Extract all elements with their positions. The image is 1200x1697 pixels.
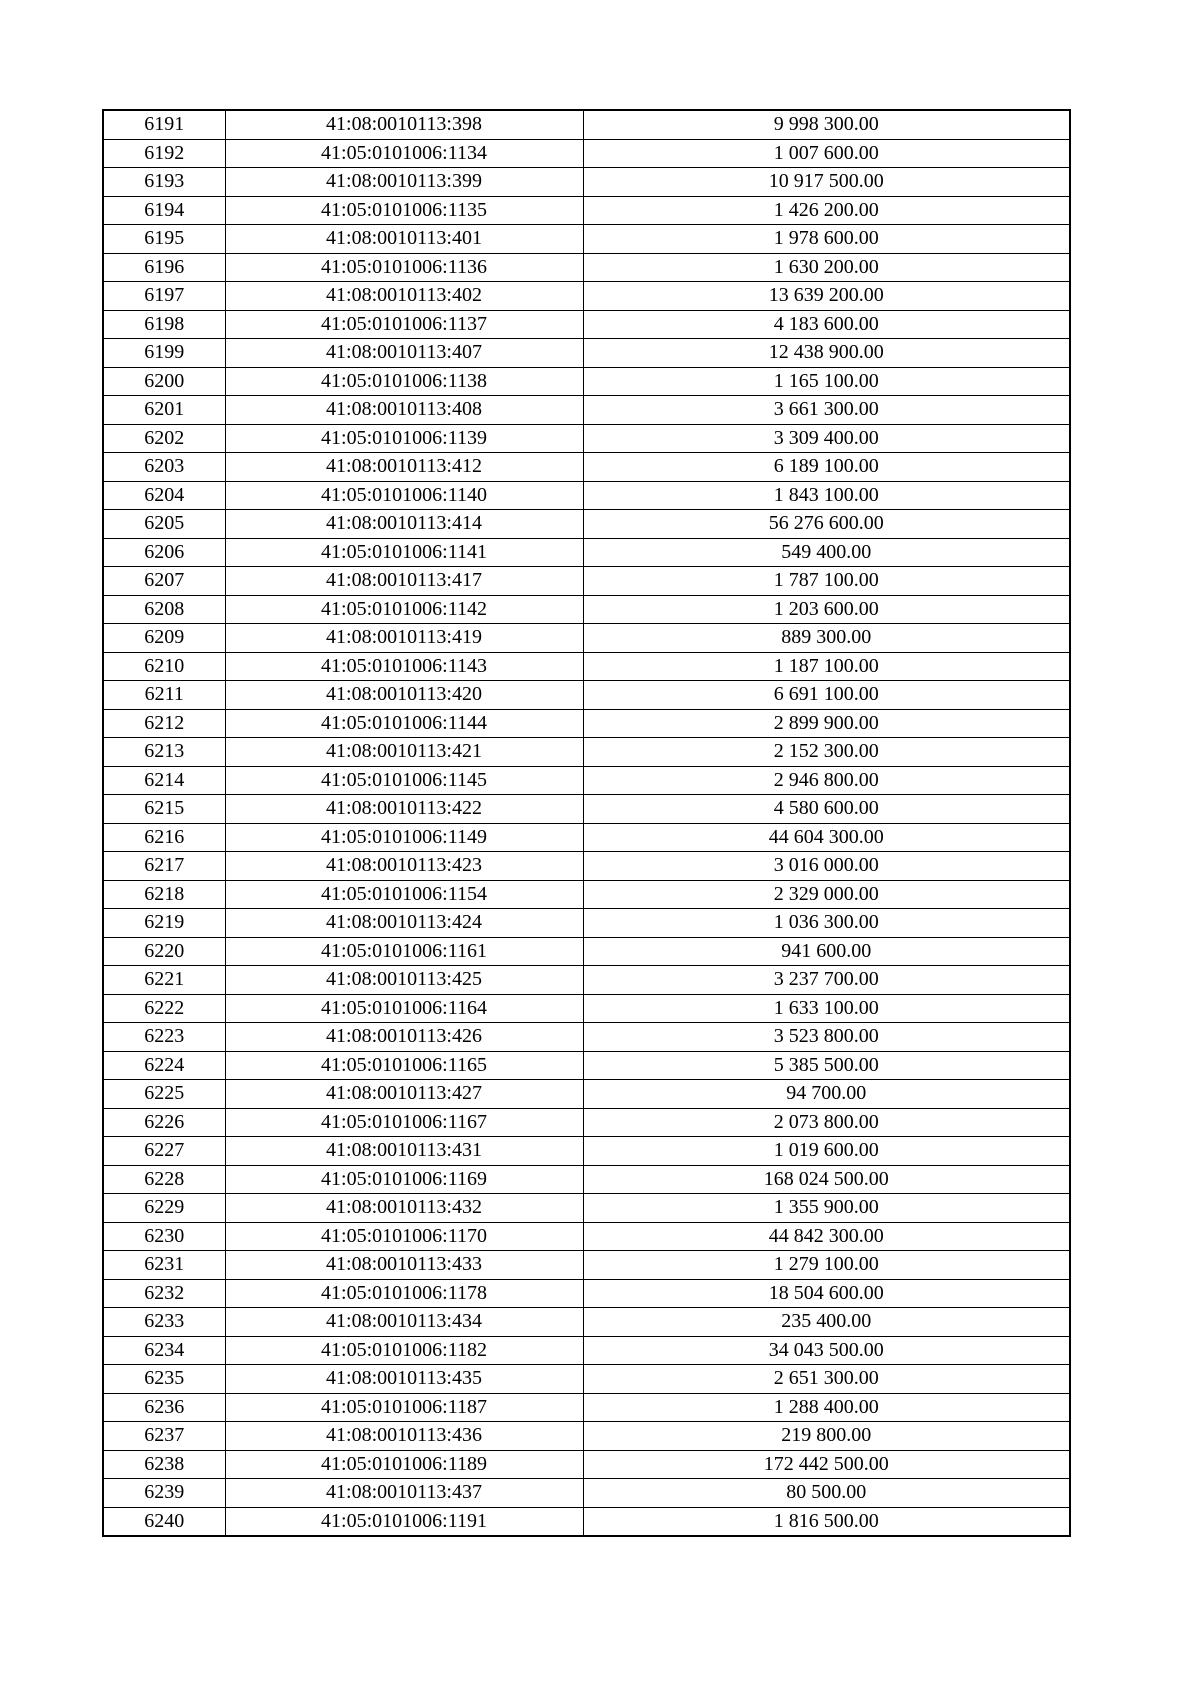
cadastral-number-cell: 41:05:0101006:1142 bbox=[225, 595, 583, 624]
table-row bbox=[103, 1507, 1070, 1536]
table-row bbox=[103, 624, 1070, 653]
table-row bbox=[103, 1422, 1070, 1451]
cadastral-number-cell: 41:05:0101006:1143 bbox=[225, 652, 583, 681]
row-number-cell: 6221 bbox=[103, 966, 225, 995]
cadastral-value-cell: 1 630 200.00 bbox=[583, 253, 1070, 282]
cadastral-value-cell: 2 329 000.00 bbox=[583, 880, 1070, 909]
cadastral-number-cell: 41:08:0010113:407 bbox=[225, 339, 583, 368]
cadastral-value-cell: 13 639 200.00 bbox=[583, 282, 1070, 311]
table-row bbox=[103, 310, 1070, 339]
cadastral-value-cell: 219 800.00 bbox=[583, 1422, 1070, 1451]
cadastral-number-cell: 41:08:0010113:402 bbox=[225, 282, 583, 311]
table-row bbox=[103, 652, 1070, 681]
cadastral-value-cell: 1 426 200.00 bbox=[583, 196, 1070, 225]
cadastral-value-cell: 4 183 600.00 bbox=[583, 310, 1070, 339]
cadastral-number-cell: 41:05:0101006:1167 bbox=[225, 1108, 583, 1137]
row-number-cell: 6222 bbox=[103, 994, 225, 1023]
cadastral-number-cell: 41:05:0101006:1164 bbox=[225, 994, 583, 1023]
cadastral-number-cell: 41:05:0101006:1139 bbox=[225, 424, 583, 453]
table-row bbox=[103, 1051, 1070, 1080]
cadastral-value-cell: 10 917 500.00 bbox=[583, 168, 1070, 197]
row-number-cell: 6196 bbox=[103, 253, 225, 282]
cadastral-value-cell: 1 165 100.00 bbox=[583, 367, 1070, 396]
cadastral-number-cell: 41:05:0101006:1165 bbox=[225, 1051, 583, 1080]
cadastral-number-cell: 41:08:0010113:434 bbox=[225, 1308, 583, 1337]
cadastral-value-cell: 4 580 600.00 bbox=[583, 795, 1070, 824]
row-number-cell: 6229 bbox=[103, 1194, 225, 1223]
cadastral-number-cell: 41:08:0010113:420 bbox=[225, 681, 583, 710]
cadastral-number-cell: 41:08:0010113:436 bbox=[225, 1422, 583, 1451]
cadastral-number-cell: 41:05:0101006:1182 bbox=[225, 1336, 583, 1365]
table-row bbox=[103, 1080, 1070, 1109]
cadastral-value-cell: 6 189 100.00 bbox=[583, 453, 1070, 482]
cadastral-value-cell: 56 276 600.00 bbox=[583, 510, 1070, 539]
cadastral-number-cell: 41:08:0010113:427 bbox=[225, 1080, 583, 1109]
cadastral-value-cell: 44 842 300.00 bbox=[583, 1222, 1070, 1251]
cadastral-value-cell: 1 355 900.00 bbox=[583, 1194, 1070, 1223]
cadastral-value-cell: 2 651 300.00 bbox=[583, 1365, 1070, 1394]
cadastral-number-cell: 41:08:0010113:414 bbox=[225, 510, 583, 539]
table-row bbox=[103, 595, 1070, 624]
table-row bbox=[103, 538, 1070, 567]
row-number-cell: 6240 bbox=[103, 1507, 225, 1536]
cadastral-number-cell: 41:08:0010113:399 bbox=[225, 168, 583, 197]
table-row bbox=[103, 453, 1070, 482]
cadastral-value-cell: 1 633 100.00 bbox=[583, 994, 1070, 1023]
row-number-cell: 6230 bbox=[103, 1222, 225, 1251]
row-number-cell: 6238 bbox=[103, 1450, 225, 1479]
cadastral-number-cell: 41:05:0101006:1149 bbox=[225, 823, 583, 852]
cadastral-number-cell: 41:08:0010113:432 bbox=[225, 1194, 583, 1223]
table-row bbox=[103, 1108, 1070, 1137]
row-number-cell: 6203 bbox=[103, 453, 225, 482]
cadastral-number-cell: 41:08:0010113:398 bbox=[225, 110, 583, 139]
cadastral-number-cell: 41:08:0010113:422 bbox=[225, 795, 583, 824]
table-row bbox=[103, 795, 1070, 824]
table-row bbox=[103, 823, 1070, 852]
cadastral-number-cell: 41:05:0101006:1169 bbox=[225, 1165, 583, 1194]
cadastral-value-cell: 1 978 600.00 bbox=[583, 225, 1070, 254]
cadastral-value-cell: 1 187 100.00 bbox=[583, 652, 1070, 681]
cadastral-value-cell: 1 036 300.00 bbox=[583, 909, 1070, 938]
cadastral-value-cell: 3 661 300.00 bbox=[583, 396, 1070, 425]
table-row bbox=[103, 1393, 1070, 1422]
cadastral-value-cell: 168 024 500.00 bbox=[583, 1165, 1070, 1194]
row-number-cell: 6198 bbox=[103, 310, 225, 339]
table-row bbox=[103, 1165, 1070, 1194]
row-number-cell: 6237 bbox=[103, 1422, 225, 1451]
cadastral-value-cell: 1 816 500.00 bbox=[583, 1507, 1070, 1536]
cadastral-number-cell: 41:05:0101006:1144 bbox=[225, 709, 583, 738]
table-row bbox=[103, 909, 1070, 938]
row-number-cell: 6209 bbox=[103, 624, 225, 653]
row-number-cell: 6210 bbox=[103, 652, 225, 681]
cadastral-value-cell: 18 504 600.00 bbox=[583, 1279, 1070, 1308]
cadastral-value-cell: 941 600.00 bbox=[583, 937, 1070, 966]
table-row bbox=[103, 966, 1070, 995]
table-row bbox=[103, 1023, 1070, 1052]
cadastral-value-cell: 80 500.00 bbox=[583, 1479, 1070, 1508]
row-number-cell: 6220 bbox=[103, 937, 225, 966]
table-row bbox=[103, 1137, 1070, 1166]
cadastral-number-cell: 41:08:0010113:423 bbox=[225, 852, 583, 881]
row-number-cell: 6234 bbox=[103, 1336, 225, 1365]
row-number-cell: 6235 bbox=[103, 1365, 225, 1394]
row-number-cell: 6211 bbox=[103, 681, 225, 710]
table-row bbox=[103, 1450, 1070, 1479]
table-row bbox=[103, 766, 1070, 795]
table-row bbox=[103, 567, 1070, 596]
cadastral-value-cell: 1 203 600.00 bbox=[583, 595, 1070, 624]
cadastral-number-cell: 41:05:0101006:1154 bbox=[225, 880, 583, 909]
table-row bbox=[103, 1336, 1070, 1365]
row-number-cell: 6217 bbox=[103, 852, 225, 881]
row-number-cell: 6224 bbox=[103, 1051, 225, 1080]
table-row bbox=[103, 481, 1070, 510]
cadastral-value-table bbox=[102, 109, 1071, 1537]
row-number-cell: 6199 bbox=[103, 339, 225, 368]
row-number-cell: 6219 bbox=[103, 909, 225, 938]
cadastral-number-cell: 41:05:0101006:1140 bbox=[225, 481, 583, 510]
cadastral-value-cell: 549 400.00 bbox=[583, 538, 1070, 567]
cadastral-number-cell: 41:05:0101006:1136 bbox=[225, 253, 583, 282]
row-number-cell: 6204 bbox=[103, 481, 225, 510]
cadastral-number-cell: 41:05:0101006:1135 bbox=[225, 196, 583, 225]
cadastral-number-cell: 41:08:0010113:424 bbox=[225, 909, 583, 938]
cadastral-value-cell: 9 998 300.00 bbox=[583, 110, 1070, 139]
table-row bbox=[103, 1251, 1070, 1280]
cadastral-number-cell: 41:08:0010113:437 bbox=[225, 1479, 583, 1508]
cadastral-value-cell: 5 385 500.00 bbox=[583, 1051, 1070, 1080]
row-number-cell: 6226 bbox=[103, 1108, 225, 1137]
row-number-cell: 6207 bbox=[103, 567, 225, 596]
row-number-cell: 6225 bbox=[103, 1080, 225, 1109]
row-number-cell: 6201 bbox=[103, 396, 225, 425]
table-row bbox=[103, 1279, 1070, 1308]
cadastral-number-cell: 41:05:0101006:1170 bbox=[225, 1222, 583, 1251]
cadastral-number-cell: 41:05:0101006:1137 bbox=[225, 310, 583, 339]
table-row bbox=[103, 1308, 1070, 1337]
row-number-cell: 6223 bbox=[103, 1023, 225, 1052]
cadastral-value-cell: 3 016 000.00 bbox=[583, 852, 1070, 881]
table-row bbox=[103, 282, 1070, 311]
cadastral-value-cell: 94 700.00 bbox=[583, 1080, 1070, 1109]
table-row bbox=[103, 396, 1070, 425]
cadastral-value-cell: 3 523 800.00 bbox=[583, 1023, 1070, 1052]
row-number-cell: 6193 bbox=[103, 168, 225, 197]
table-row bbox=[103, 709, 1070, 738]
cadastral-number-cell: 41:08:0010113:401 bbox=[225, 225, 583, 254]
cadastral-value-cell: 172 442 500.00 bbox=[583, 1450, 1070, 1479]
cadastral-value-cell: 2 073 800.00 bbox=[583, 1108, 1070, 1137]
row-number-cell: 6195 bbox=[103, 225, 225, 254]
cadastral-number-cell: 41:08:0010113:431 bbox=[225, 1137, 583, 1166]
row-number-cell: 6197 bbox=[103, 282, 225, 311]
cadastral-value-cell: 1 288 400.00 bbox=[583, 1393, 1070, 1422]
table-row bbox=[103, 168, 1070, 197]
cadastral-number-cell: 41:05:0101006:1187 bbox=[225, 1393, 583, 1422]
table-row bbox=[103, 1194, 1070, 1223]
row-number-cell: 6232 bbox=[103, 1279, 225, 1308]
table-row bbox=[103, 253, 1070, 282]
cadastral-value-cell: 1 019 600.00 bbox=[583, 1137, 1070, 1166]
cadastral-value-cell: 3 237 700.00 bbox=[583, 966, 1070, 995]
row-number-cell: 6205 bbox=[103, 510, 225, 539]
table-row bbox=[103, 110, 1070, 139]
row-number-cell: 6216 bbox=[103, 823, 225, 852]
table-body bbox=[103, 110, 1070, 1536]
cadastral-value-cell: 1 279 100.00 bbox=[583, 1251, 1070, 1280]
table-row bbox=[103, 852, 1070, 881]
cadastral-value-cell: 34 043 500.00 bbox=[583, 1336, 1070, 1365]
table-row bbox=[103, 1479, 1070, 1508]
cadastral-number-cell: 41:08:0010113:435 bbox=[225, 1365, 583, 1394]
row-number-cell: 6206 bbox=[103, 538, 225, 567]
row-number-cell: 6192 bbox=[103, 139, 225, 168]
table-row bbox=[103, 880, 1070, 909]
table-row bbox=[103, 339, 1070, 368]
cadastral-value-cell: 6 691 100.00 bbox=[583, 681, 1070, 710]
cadastral-number-cell: 41:08:0010113:419 bbox=[225, 624, 583, 653]
table-row bbox=[103, 225, 1070, 254]
cadastral-number-cell: 41:05:0101006:1189 bbox=[225, 1450, 583, 1479]
row-number-cell: 6212 bbox=[103, 709, 225, 738]
row-number-cell: 6231 bbox=[103, 1251, 225, 1280]
table-row bbox=[103, 424, 1070, 453]
cadastral-value-cell: 235 400.00 bbox=[583, 1308, 1070, 1337]
row-number-cell: 6208 bbox=[103, 595, 225, 624]
table-row bbox=[103, 510, 1070, 539]
cadastral-value-cell: 2 899 900.00 bbox=[583, 709, 1070, 738]
table-row bbox=[103, 1365, 1070, 1394]
cadastral-number-cell: 41:05:0101006:1161 bbox=[225, 937, 583, 966]
cadastral-number-cell: 41:08:0010113:426 bbox=[225, 1023, 583, 1052]
row-number-cell: 6227 bbox=[103, 1137, 225, 1166]
row-number-cell: 6191 bbox=[103, 110, 225, 139]
cadastral-number-cell: 41:05:0101006:1178 bbox=[225, 1279, 583, 1308]
row-number-cell: 6233 bbox=[103, 1308, 225, 1337]
row-number-cell: 6215 bbox=[103, 795, 225, 824]
table-row bbox=[103, 994, 1070, 1023]
cadastral-value-cell: 889 300.00 bbox=[583, 624, 1070, 653]
row-number-cell: 6214 bbox=[103, 766, 225, 795]
table-row bbox=[103, 681, 1070, 710]
cadastral-number-cell: 41:08:0010113:412 bbox=[225, 453, 583, 482]
cadastral-value-cell: 44 604 300.00 bbox=[583, 823, 1070, 852]
cadastral-value-cell: 2 946 800.00 bbox=[583, 766, 1070, 795]
table-row bbox=[103, 139, 1070, 168]
row-number-cell: 6194 bbox=[103, 196, 225, 225]
cadastral-number-cell: 41:05:0101006:1141 bbox=[225, 538, 583, 567]
table-row bbox=[103, 367, 1070, 396]
cadastral-number-cell: 41:08:0010113:421 bbox=[225, 738, 583, 767]
row-number-cell: 6239 bbox=[103, 1479, 225, 1508]
cadastral-number-cell: 41:05:0101006:1134 bbox=[225, 139, 583, 168]
cadastral-value-cell: 1 843 100.00 bbox=[583, 481, 1070, 510]
cadastral-number-cell: 41:05:0101006:1145 bbox=[225, 766, 583, 795]
table-row bbox=[103, 1222, 1070, 1251]
cadastral-value-cell: 1 787 100.00 bbox=[583, 567, 1070, 596]
cadastral-number-cell: 41:05:0101006:1191 bbox=[225, 1507, 583, 1536]
row-number-cell: 6202 bbox=[103, 424, 225, 453]
cadastral-number-cell: 41:08:0010113:433 bbox=[225, 1251, 583, 1280]
cadastral-value-cell: 1 007 600.00 bbox=[583, 139, 1070, 168]
cadastral-number-cell: 41:08:0010113:425 bbox=[225, 966, 583, 995]
row-number-cell: 6200 bbox=[103, 367, 225, 396]
row-number-cell: 6236 bbox=[103, 1393, 225, 1422]
cadastral-value-cell: 3 309 400.00 bbox=[583, 424, 1070, 453]
table-row bbox=[103, 196, 1070, 225]
row-number-cell: 6213 bbox=[103, 738, 225, 767]
cadastral-number-cell: 41:05:0101006:1138 bbox=[225, 367, 583, 396]
row-number-cell: 6228 bbox=[103, 1165, 225, 1194]
table-row bbox=[103, 937, 1070, 966]
row-number-cell: 6218 bbox=[103, 880, 225, 909]
cadastral-number-cell: 41:08:0010113:417 bbox=[225, 567, 583, 596]
cadastral-number-cell: 41:08:0010113:408 bbox=[225, 396, 583, 425]
table-row bbox=[103, 738, 1070, 767]
cadastral-value-cell: 12 438 900.00 bbox=[583, 339, 1070, 368]
cadastral-value-cell: 2 152 300.00 bbox=[583, 738, 1070, 767]
